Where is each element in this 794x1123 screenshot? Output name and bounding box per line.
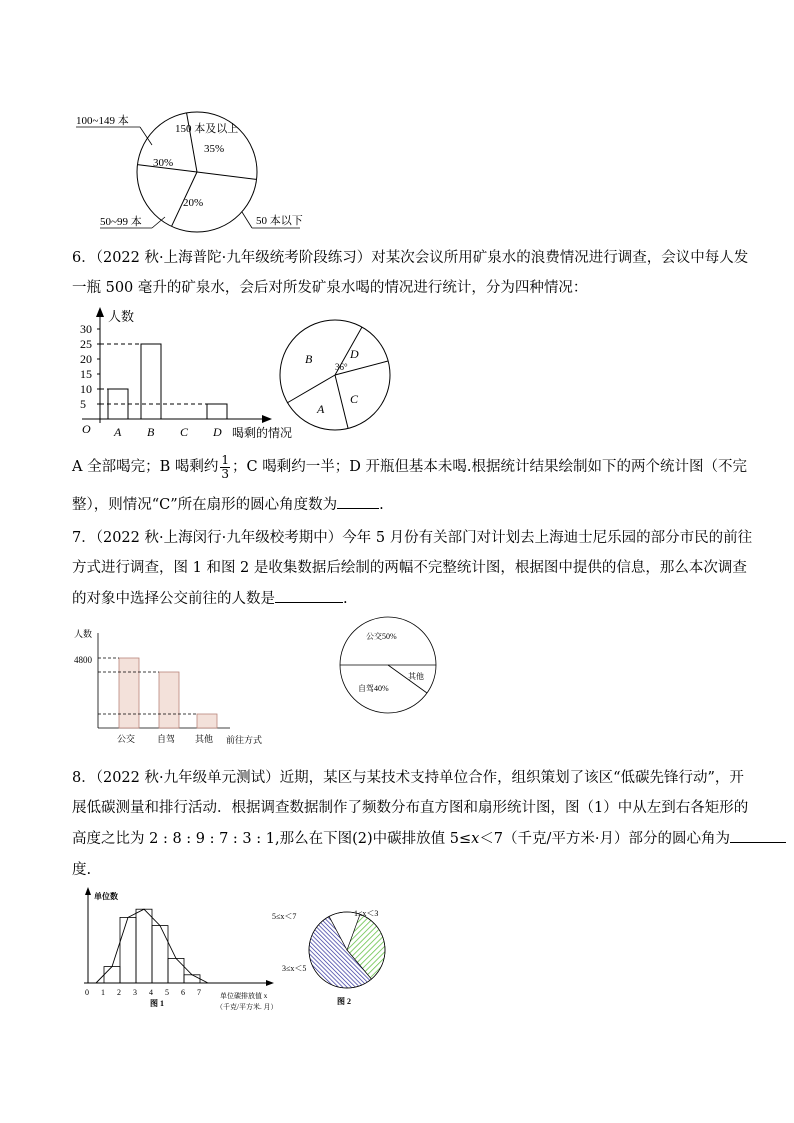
q7-bar-svg xyxy=(70,625,280,750)
q6-line3a: A 全部喝完；B 喝剩约 xyxy=(72,459,219,475)
q6-pie-label-b: B xyxy=(305,352,313,366)
label-150-plus: 150 本及以上 xyxy=(175,123,239,135)
q8-number: 8． xyxy=(72,770,96,786)
top-pie-boundary-1 xyxy=(197,172,257,179)
q6-pie-label-d: D xyxy=(350,347,359,361)
q7-ytick-4800: 4800 xyxy=(74,655,92,665)
q6-pie-line-ca xyxy=(335,375,348,428)
fraction-denominator: 3 xyxy=(221,466,229,481)
top-pie-figure xyxy=(60,100,350,240)
q8-hist-bar xyxy=(152,926,168,983)
q6-bar xyxy=(141,344,161,419)
q6-ytick-label: 10 xyxy=(80,382,92,396)
q6-pie-label-angle: 36° xyxy=(335,362,348,372)
q8-caption: 图 1 xyxy=(150,999,164,1008)
q8-hist-bar xyxy=(184,975,200,983)
label-35: 35% xyxy=(204,143,225,155)
q7-xlabel: 前往方式 xyxy=(226,735,263,745)
q8-xtick-label: 7 xyxy=(197,988,201,997)
q6-origin: O xyxy=(82,422,91,436)
q8-hist-bar xyxy=(104,967,120,983)
q8-line1-text: 近期，某区与某技术支持单位合作，组织策划了该区“低碳先锋行动”，开 xyxy=(279,770,744,786)
q8-y-arrow xyxy=(85,887,91,895)
q8-ylabel: 单位数 xyxy=(94,892,118,901)
label-30: 30% xyxy=(153,157,174,169)
q8-unit: （千克/平方米. 月） xyxy=(216,1003,278,1011)
q6-pie-label-c: C xyxy=(350,392,359,406)
fraction-one-third xyxy=(220,454,230,481)
q8-xtick-label: 6 xyxy=(181,988,185,997)
q8-answer-blank[interactable] xyxy=(730,828,786,843)
q7-line2 xyxy=(72,553,747,584)
q8-line2 xyxy=(72,793,748,824)
q8-line3a: 高度之比为 2 : 8 : 9 : 7 : 3 : 1,那么在下图(2)中碳排放值 5≤ xyxy=(72,831,472,847)
q6-line4b: . xyxy=(379,497,384,513)
q7-xtick-label: 其他 xyxy=(195,734,214,744)
q7-bar xyxy=(159,672,179,728)
q6-line4 xyxy=(72,490,384,521)
q6-xtick-label: A xyxy=(114,425,122,439)
q7-line3a: 的对象中选择公交前往的人数是 xyxy=(72,591,275,607)
q8-pie-label-a: 5≤x＜7 xyxy=(272,912,297,921)
q6-pie-svg xyxy=(275,315,395,435)
q8-line2-text: 展低碳测量和排行活动．根据调查数据制作了频数分布直方图和扇形统计图，图（1）中从左到右各矩形的 xyxy=(72,800,749,816)
q7-bar xyxy=(197,714,217,728)
q8-pie-figure xyxy=(272,900,397,1010)
label-50-99: 50~99 本 xyxy=(100,216,142,228)
q7-pie-label-bus: 公交50% xyxy=(366,632,397,641)
q8-pie-svg xyxy=(272,900,397,1010)
q7-source: （2022 秋·上海闵行·九年级校考期中） xyxy=(95,530,343,546)
q7-line2-text: 方式进行调查，图 1 和图 2 是收集数据后绘制的两幅不完整统计图，根据图中提供的信息，那么本次调查 xyxy=(72,560,747,576)
q8-xlabel: 单位碳排放值 x xyxy=(220,992,268,1000)
q8-xtick-label: 0 xyxy=(85,988,89,997)
q7-bar-marks xyxy=(98,658,217,744)
q7-line1-text: 今年 5 月份有关部门对计划去上海迪士尼乐园的部分市民的前往 xyxy=(342,530,753,546)
q8-pie-caption: 图 2 xyxy=(337,997,351,1006)
q6-bar-marks xyxy=(80,322,227,439)
q6-line1 xyxy=(72,243,748,274)
q8-line4 xyxy=(72,855,91,886)
top-pie-svg xyxy=(60,100,350,240)
label-20: 20% xyxy=(183,197,204,209)
q6-line3 xyxy=(72,452,747,483)
q6-line3b: ；C 喝剩约一半；D 开瓶但基本未喝.根据统计结果绘制如下的两个统计图（不完 xyxy=(232,459,748,475)
q6-xlabel: 喝剩的情况 xyxy=(232,426,293,440)
q7-xtick-label: 自驾 xyxy=(157,734,176,744)
leader-50 xyxy=(242,212,252,228)
q6-xtick-label: B xyxy=(147,425,155,439)
q6-ytick-label: 15 xyxy=(80,367,92,381)
q7-bar xyxy=(119,658,139,728)
q8-hist-bar xyxy=(136,909,152,983)
fraction-numerator: 1 xyxy=(221,452,229,467)
q8-xtick-label: 3 xyxy=(133,988,137,997)
q8-line1 xyxy=(72,763,744,794)
q8-hist-bar xyxy=(120,917,136,983)
top-pie-boundary-0 xyxy=(187,113,197,172)
q7-bar-figure xyxy=(70,625,280,750)
q6-pie-line-ab xyxy=(287,375,335,403)
q6-line2 xyxy=(72,273,587,304)
q6-y-arrow xyxy=(96,307,104,317)
leader-100-149-diag xyxy=(140,127,152,145)
q6-ytick-label: 5 xyxy=(80,397,86,411)
q7-pie-label-car: 自驾40% xyxy=(358,684,389,693)
q7-ylabel: 人数 xyxy=(74,629,93,639)
q6-number: 6． xyxy=(72,250,96,266)
q7-line3b: . xyxy=(343,591,348,607)
q8-pie-label-c: 3≤x＜5 xyxy=(282,964,307,973)
q8-xtick-label: 2 xyxy=(117,988,121,997)
q7-pie-label-other: 其他 xyxy=(408,672,424,681)
q6-xtick-label: C xyxy=(180,425,189,439)
label-50-under: 50 本以下 xyxy=(256,215,303,227)
q6-line4a: 整），则情况“C”所在扇形的圆心角度数为 xyxy=(72,497,338,513)
q8-line4-text: 度. xyxy=(72,862,92,878)
q8-hist-bar xyxy=(168,958,184,983)
q7-answer-blank[interactable] xyxy=(275,588,343,603)
q6-ytick-label: 25 xyxy=(80,337,92,351)
q8-xtick-label: 1 xyxy=(101,988,105,997)
q8-pie-label-b: 1≤x＜3 xyxy=(354,909,379,918)
q6-line2-text: 一瓶 500 毫升的矿泉水，会后对所发矿泉水喝的情况进行统计，分为四种情况： xyxy=(72,280,588,296)
q6-ytick-label: 20 xyxy=(80,352,92,366)
q8-line3b: ＜7（千克/平方米·月）部分的圆心角为 xyxy=(479,831,731,847)
q7-pie-svg xyxy=(338,615,438,715)
q6-answer-blank[interactable] xyxy=(337,494,379,509)
q8-hist-marks xyxy=(85,909,208,997)
label-100-149: 100~149 本 xyxy=(76,115,129,127)
q6-line1-text: 对某次会议所用矿泉水的浪费情况进行调查，会议中每人发 xyxy=(371,250,749,266)
q7-xtick-label: 公交 xyxy=(117,734,136,744)
q6-xtick-label: D xyxy=(213,425,222,439)
q8-line3 xyxy=(72,824,786,855)
q8-source: （2022 秋·九年级单元测试） xyxy=(95,770,280,786)
q7-pie-figure xyxy=(338,615,438,715)
q6-ylabel: 人数 xyxy=(108,309,135,324)
q8-xtick-label: 5 xyxy=(165,988,169,997)
q7-number: 7． xyxy=(72,530,96,546)
q6-x-arrow xyxy=(262,415,272,423)
q8-xtick-label: 4 xyxy=(149,988,153,997)
q7-line3 xyxy=(72,584,348,615)
q6-pie-figure xyxy=(275,315,395,435)
q6-source: （2022 秋·上海普陀·九年级统考阶段练习） xyxy=(95,250,372,266)
q6-pie-label-a: A xyxy=(317,402,325,416)
q6-ytick-label: 30 xyxy=(80,322,92,336)
q7-line1 xyxy=(72,523,752,554)
q8-variable-x: x xyxy=(471,831,480,847)
q6-bar xyxy=(207,404,227,419)
